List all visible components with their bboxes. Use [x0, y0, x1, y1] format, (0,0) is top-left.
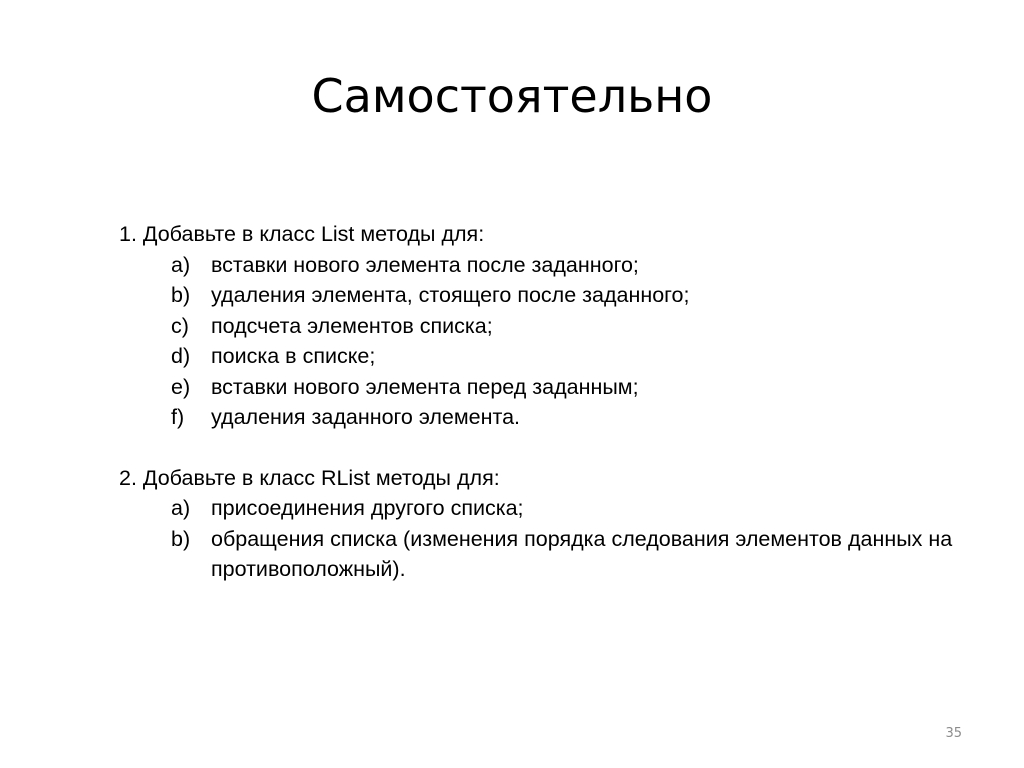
item-marker: e) [171, 374, 191, 399]
task-1 [119, 219, 999, 433]
item-marker: a) [171, 252, 191, 277]
list-item [119, 493, 999, 524]
list-item [119, 311, 999, 342]
task-2 [119, 463, 999, 585]
item-text: обращения списка (изменения порядка следования элементов данных на противоположный). [211, 526, 953, 581]
slide-body [119, 219, 999, 585]
item-marker: b) [171, 283, 191, 307]
task-items [119, 493, 999, 585]
task-heading: 1. Добавьте в класс List методы для: [119, 222, 485, 246]
item-text: присоединения другого списка; [211, 496, 524, 520]
item-marker: f) [171, 405, 185, 429]
item-text: вставки нового элемента перед заданным; [211, 374, 639, 399]
item-marker: d) [171, 344, 191, 368]
task-items [119, 250, 999, 433]
item-marker: a) [171, 496, 191, 520]
item-text: вставки нового элемента после заданного; [211, 252, 639, 277]
item-text: поиска в списке; [211, 344, 376, 368]
page-number: 35 [945, 726, 962, 741]
slide-title: Самостоятельно [311, 69, 713, 123]
item-text: подсчета элементов списка; [211, 313, 493, 338]
list-item [119, 372, 999, 403]
list-item [119, 402, 999, 433]
item-marker: c) [171, 313, 189, 338]
item-marker: b) [171, 526, 191, 551]
list-item [119, 250, 999, 281]
task-heading: 2. Добавьте в класс RList методы для: [119, 465, 500, 490]
list-item [119, 524, 999, 585]
item-text: удаления элемента, стоящего после заданного; [211, 283, 690, 307]
list-item [119, 341, 999, 372]
item-text: удаления заданного элемента. [211, 405, 521, 429]
list-item [119, 280, 999, 311]
